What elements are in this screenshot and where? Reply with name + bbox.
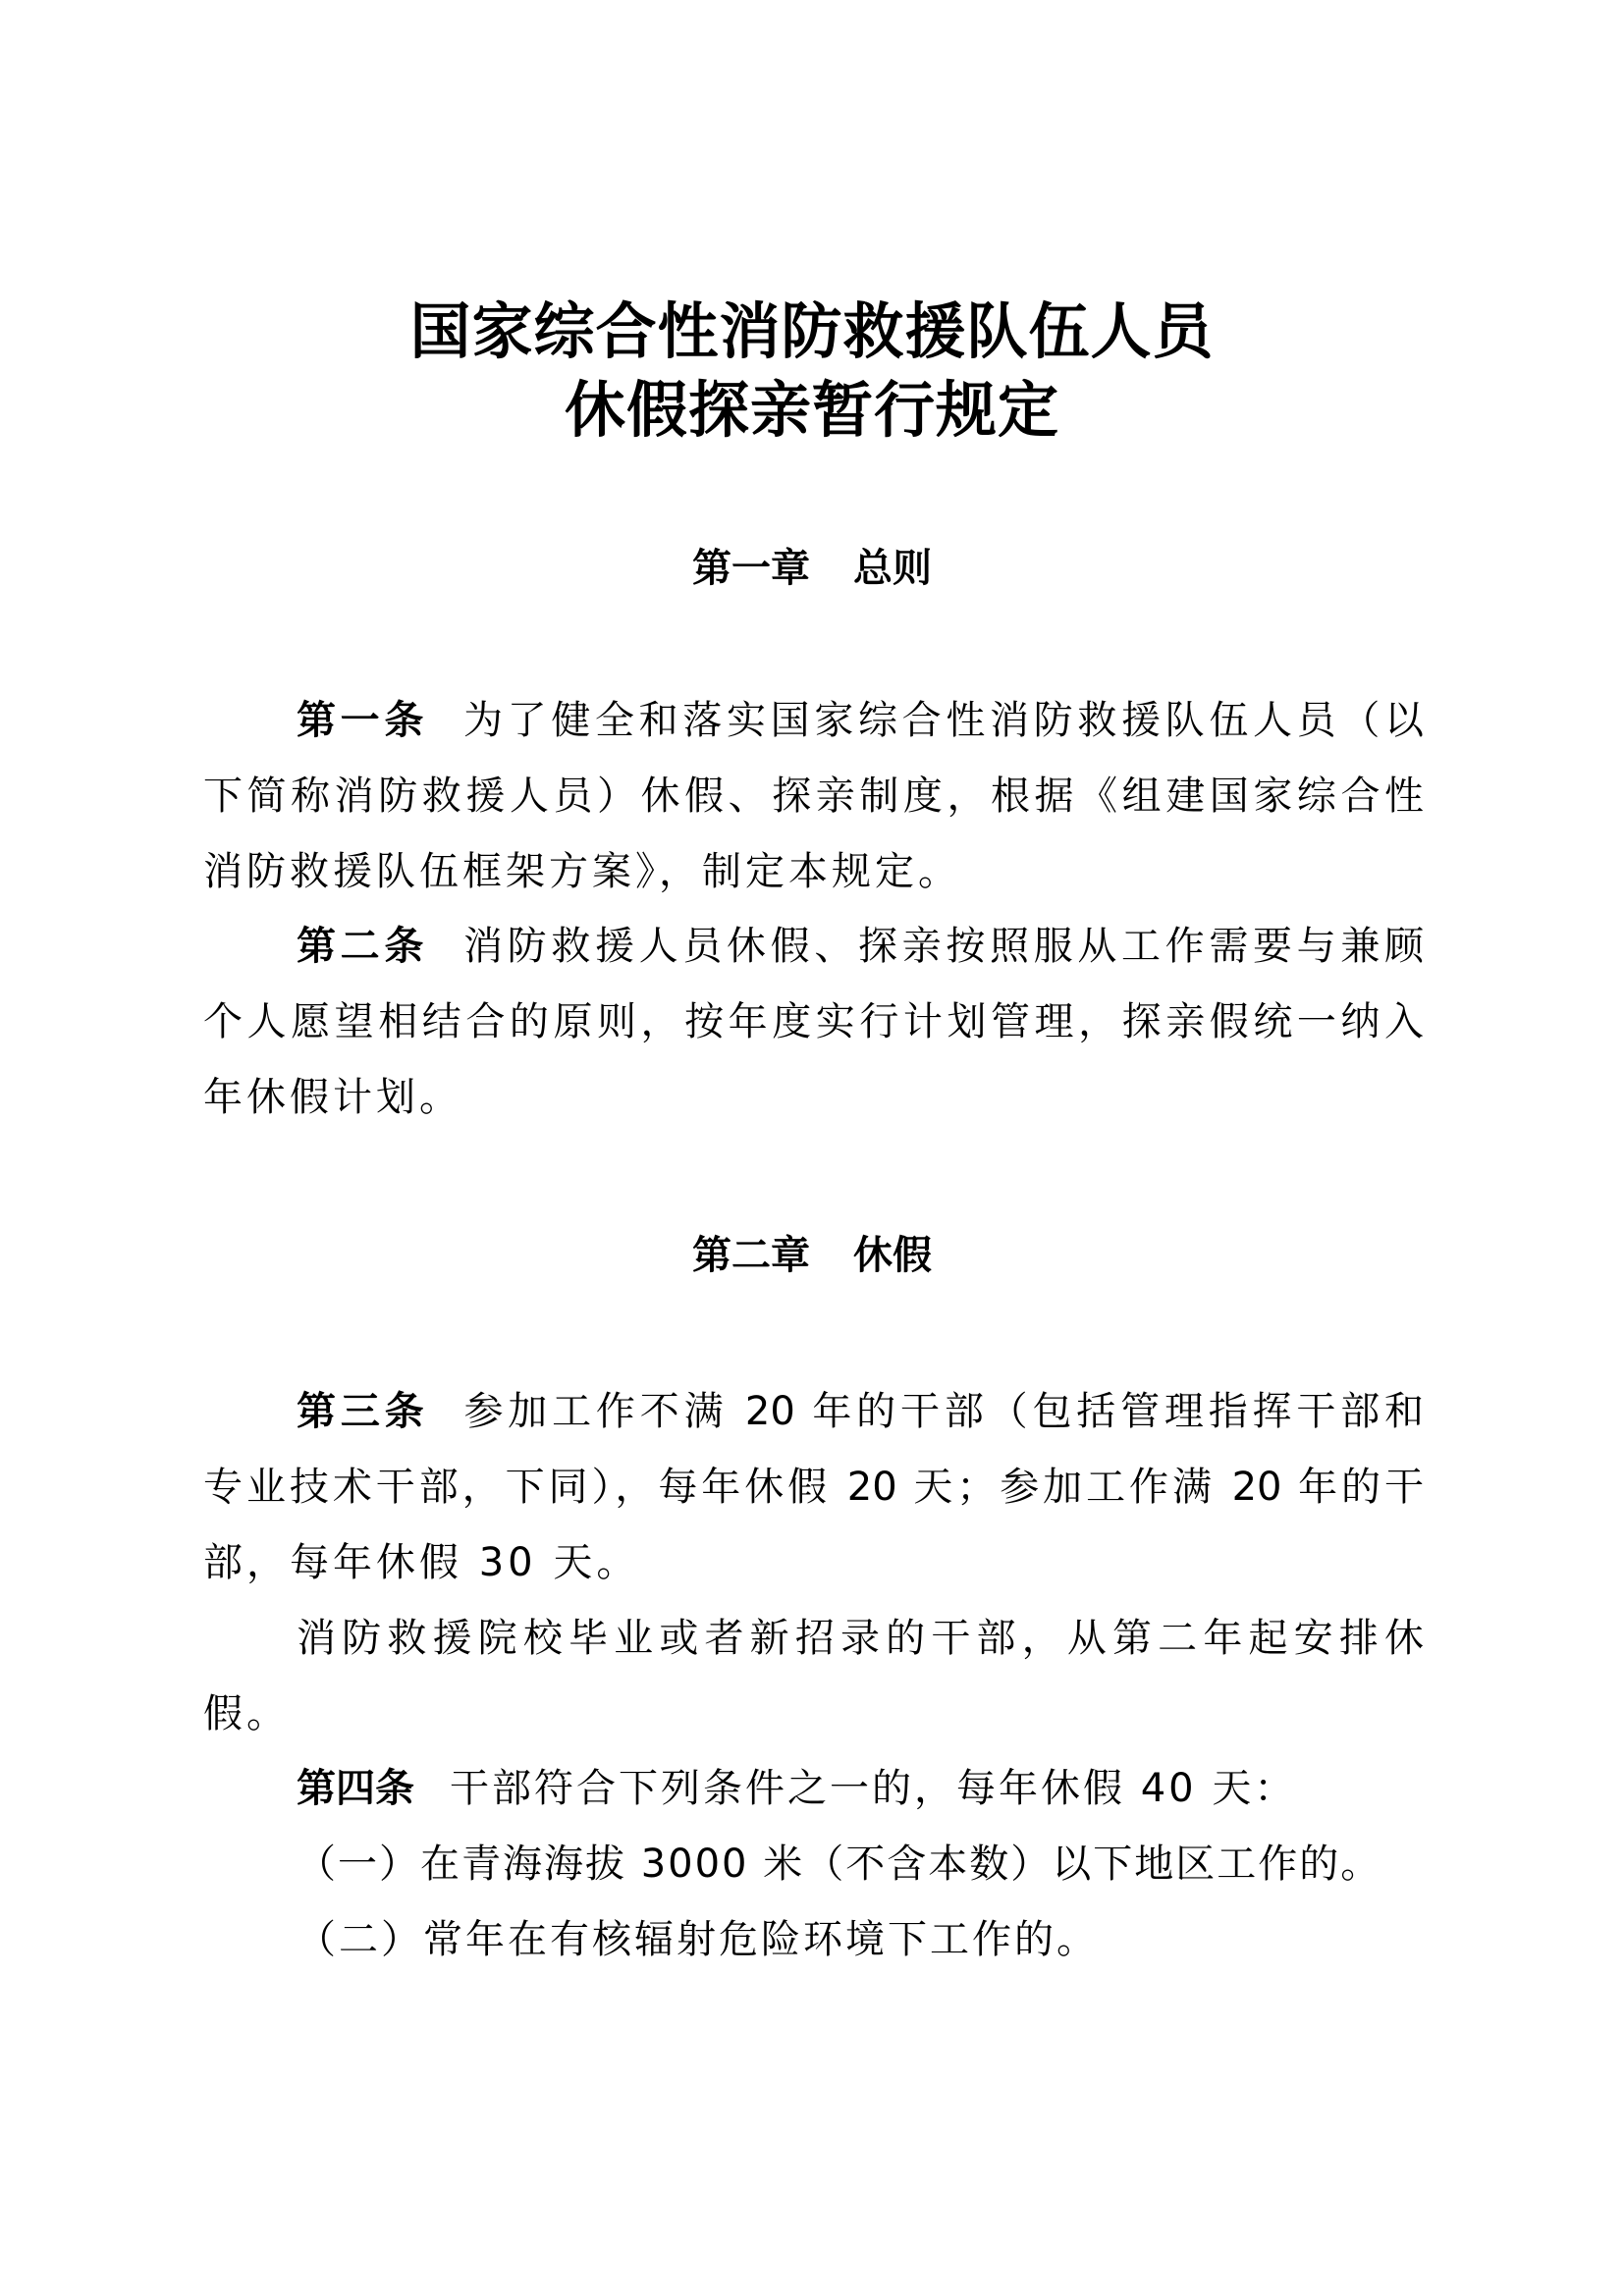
article-3-para-2-line-1: 消防救援院校毕业或者新招录的干部，从第二年起安排休 [297, 1616, 1424, 1661]
article-text: 为了健全和落实国家综合性消防救援队伍人员（以 [463, 698, 1424, 743]
chapter-heading-1 [0, 544, 1624, 593]
document-title-line-1: 国家综合性消防救援队伍人员 [409, 295, 1215, 367]
chapter-number: 第二章 [692, 1233, 810, 1278]
article-text: 消防救援人员休假、探亲按照服从工作需要与兼顾 [463, 924, 1424, 969]
article-3-line-3: 部，每年休假 30 天。 [203, 1540, 640, 1585]
chapter-number: 第一章 [692, 546, 810, 591]
article-2-line-3: 年休假计划。 [203, 1075, 462, 1120]
article-2-line-1 [297, 922, 1424, 971]
document-title-line-2: 休假探亲暂行规定 [564, 374, 1059, 446]
article-label: 第二条 [297, 924, 428, 969]
article-2-line-2: 个人愿望相结合的原则，按年度实行计划管理，探亲假统一纳入 [203, 999, 1424, 1044]
article-label: 第四条 [297, 1766, 414, 1811]
article-text: 干部符合下列条件之一的，每年休假 40 天： [450, 1766, 1297, 1811]
article-text: 参加工作不满 20 年的干部（包括管理指挥干部和 [463, 1389, 1425, 1434]
chapter-name: 休假 [853, 1233, 932, 1278]
article-1-line-1 [297, 696, 1424, 745]
article-label: 第三条 [297, 1389, 429, 1434]
article-4-line-1 [297, 1764, 1424, 1813]
article-4-item-1: （一）在青海海拔 3000 米（不含本数）以下地区工作的。 [297, 1842, 1382, 1887]
article-4-item-2: （二）常年在有核辐射危险环境下工作的。 [297, 1917, 1099, 1962]
article-1-line-2: 下简称消防救援人员）休假、探亲制度，根据《组建国家综合性 [203, 774, 1424, 819]
article-label: 第一条 [297, 698, 428, 743]
chapter-name: 总则 [853, 546, 932, 591]
article-3-line-1 [297, 1387, 1424, 1436]
article-3-para-2-line-2: 假。 [203, 1691, 290, 1736]
chapter-heading-2 [0, 1231, 1624, 1280]
article-3-line-2: 专业技术干部，下同），每年休假 20 天；参加工作满 20 年的干 [203, 1465, 1424, 1510]
article-1-line-3: 消防救援队伍框架方案》，制定本规定。 [203, 849, 961, 894]
